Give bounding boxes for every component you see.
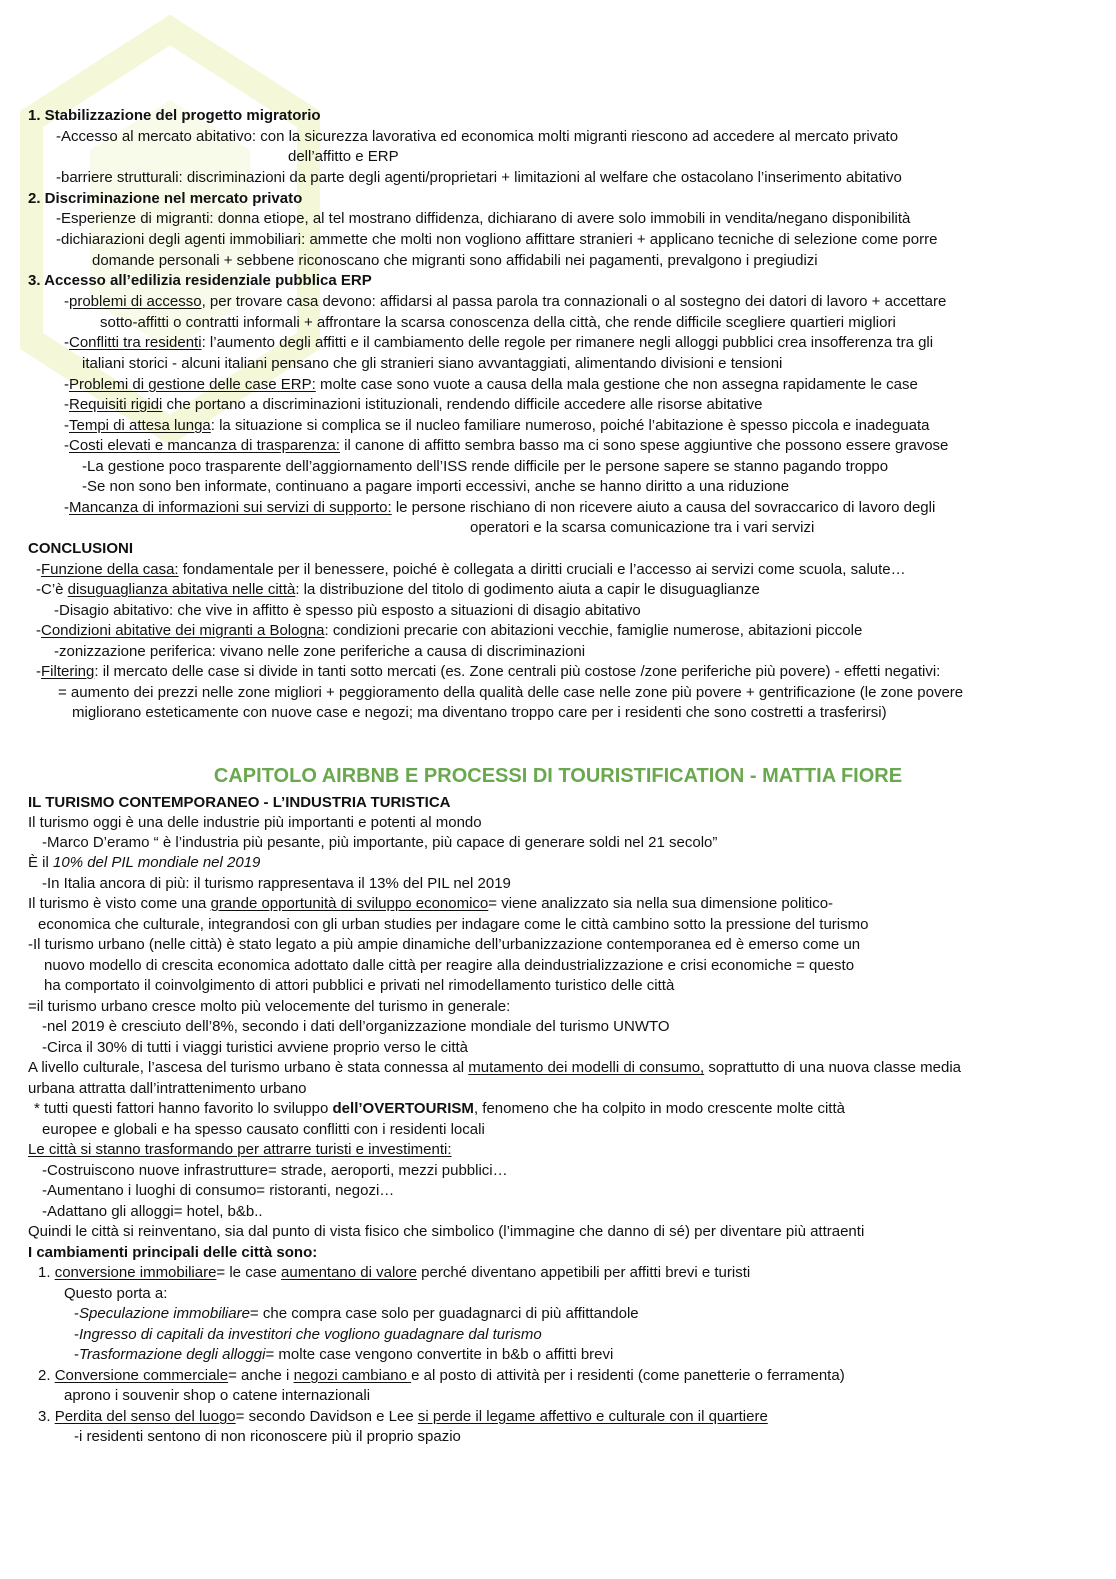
text-line: -Requisiti rigidi che portano a discriminazioni istituzionali, rendendo difficile accedere alle risorse abitative	[64, 396, 763, 413]
text-line: -Aumentano i luoghi di consumo= ristoranti, negozi…	[42, 1182, 395, 1199]
text-line: Questo porta a:	[64, 1285, 168, 1302]
text-span: , per trovare casa devono: affidarsi al passa parola tra connazionali o al sostegno dei datori di lavoro + accettare	[201, 293, 947, 310]
text-line: -barriere strutturali: discriminazioni da parte degli agenti/proprietari + limitazioni al welfare che ostacolano l’inserimento abitativo	[56, 169, 902, 186]
text-line: ha comportato il coinvolgimento di attori pubblici e privati nel rimodellamento turistico delle città	[44, 977, 675, 994]
text-line: -Trasformazione degli alloggi= molte case vengono convertite in b&b o affitti brevi	[74, 1346, 614, 1363]
heading-stabilizzazione: 1. Stabilizzazione del progetto migratorio	[28, 107, 321, 124]
heading-discriminazione: 2. Discriminazione nel mercato privato	[28, 190, 303, 207]
underlined-term: negozi cambiano	[293, 1367, 412, 1384]
text-line: -In Italia ancora di più: il turismo rappresentava il 13% del PIL nel 2019	[42, 875, 511, 892]
text-line	[28, 853, 260, 873]
text-span: È il	[28, 854, 54, 871]
text-span: : il mercato delle case si divide in tanti sotto mercati (es. Zone centrali più costose /zone periferiche più povere) - effetti negativi:	[94, 663, 941, 680]
underlined-term: conversione immobiliare	[54, 1264, 217, 1281]
underlined-term: Filtering	[41, 663, 95, 680]
text-line: -Filtering: il mercato delle case si divide in tanti sotto mercati (es. Zone centrali più costose /zone periferiche più povere) - effetti negativi:	[36, 663, 941, 680]
text-line: Quindi le città si reinventano, sia dal punto di vista fisico che simbolico (l’immagine che danno di sé) per diventare più attraenti	[28, 1223, 865, 1240]
text-span: = secondo Davidson e Lee	[235, 1408, 418, 1425]
text-line: -Se non sono ben informate, continuano a pagare importi eccessivi, anche se hanno diritto a una riduzione	[82, 478, 790, 495]
text-span: = che compra case solo per guadagnarci di più affittandole	[249, 1305, 639, 1322]
text-span: A livello culturale, l’ascesa del turismo urbano è stata connessa al	[28, 1059, 469, 1076]
text-line: europee e globali e ha spesso causato conflitti con i residenti locali	[42, 1121, 485, 1138]
underlined-term: problemi di accesso	[69, 293, 202, 310]
text-span: 1.	[38, 1264, 55, 1281]
underlined-term: Costi elevati e mancanza di trasparenza:	[69, 437, 340, 454]
text-span: il canone di affitto sembra basso ma ci sono spese aggiuntive che possono essere gravose	[339, 437, 949, 454]
text-span: * tutti questi fattori hanno favorito lo sviluppo	[34, 1100, 333, 1117]
text-line: -Adattano gli alloggi= hotel, b&b..	[42, 1203, 263, 1220]
bold-term: dell’OVERTOURISM	[332, 1100, 474, 1117]
text-line: -Costi elevati e mancanza di trasparenza: il canone di affitto sembra basso ma ci sono spese aggiuntive che possono essere gravose	[64, 437, 949, 454]
text-span: molte case sono vuote a causa della mala gestione che non assegna rapidamente le case	[315, 376, 918, 393]
text-line: -Condizioni abitative dei migranti a Bologna: condizioni precarie con abitazioni vecchie, famiglie numerose, abitazioni piccole	[36, 622, 863, 639]
text-line: -Esperienze di migranti: donna etiope, al tel mostrano diffidenza, dichiarano di avere solo immobili in vendita/negano disponibilità	[56, 210, 911, 227]
text-span: = anche i	[228, 1367, 294, 1384]
text-line: -Speculazione immobiliare= che compra case solo per guadagnarci di più affittandole	[74, 1305, 639, 1322]
text-span: perché diventano appetibili per affitti brevi e turisti	[416, 1264, 751, 1281]
text-line	[28, 1058, 961, 1078]
text-line: -Problemi di gestione delle case ERP: molte case sono vuote a causa della mala gestione che non assegna rapidamente le case	[64, 376, 918, 393]
text-span: : la situazione si complica se il nucleo familiare numeroso, poiché l’abitazione è spesso piccola e inadeguata	[210, 417, 930, 434]
text-line	[34, 1099, 845, 1119]
text-span: : la distribuzione del titolo di godimento aiuta a capir le disuguaglianze	[295, 581, 760, 598]
text-line: aprono i souvenir shop o catene internazionali	[64, 1387, 371, 1404]
text-line: sotto-affitti o contratti informali + affrontare la scarsa conoscenza della città, che rende difficile scegliere quartieri migliori	[100, 314, 896, 331]
text-line: operatori e la scarsa comunicazione tra i vari servizi	[470, 519, 815, 536]
list-item	[38, 1263, 750, 1283]
text-line: migliorano esteticamente con nuove case e negozi; ma diventano troppo care per i residenti che sono costretti a trasferirsi)	[72, 704, 887, 721]
text-line: -Marco D’eramo “ è l’industria più pesante, più importante, più capace di generare soldi nel 21 secolo”	[42, 834, 718, 851]
text-line: -Mancanza di informazioni sui servizi di supporto: le persone rischiano di non ricevere aiuto a causa del sovraccarico di lavoro degli	[64, 499, 936, 516]
underlined-term: si perde il legame affettivo e culturale con il quartiere	[417, 1408, 768, 1425]
underlined-term: Perdita del senso del luogo	[54, 1408, 236, 1425]
text-span: 3.	[38, 1408, 55, 1425]
text-line: dell’affitto e ERP	[288, 148, 399, 165]
text-line: nuovo modello di crescita economica adottato dalle città per reagire alla deindustrializzazione e crisi economiche = questo	[44, 957, 855, 974]
list-item	[38, 1407, 768, 1427]
underlined-term: disuguaglianza abitativa nelle città	[67, 581, 296, 598]
text-span: -C’è	[36, 581, 68, 598]
underlined-line: Le città si stanno trasformando per attrarre turisti e investimenti:	[28, 1141, 452, 1158]
text-span: : condizioni precarie con abitazioni vecchie, famiglie numerose, abitazioni piccole	[324, 622, 863, 639]
underlined-term: grande opportunità di sviluppo economico	[210, 895, 489, 912]
underlined-term: Funzione della casa:	[41, 561, 179, 578]
chapter-subheading: IL TURISMO CONTEMPORANEO - L’INDUSTRIA TURISTICA	[28, 794, 451, 811]
underlined-term: Conversione commerciale	[54, 1367, 229, 1384]
text-span: , fenomeno che ha colpito in modo crescente molte città	[473, 1100, 845, 1117]
text-line: -Costruiscono nuove infrastrutture= strade, aeroporti, mezzi pubblici…	[42, 1162, 508, 1179]
text-span: 2.	[38, 1367, 55, 1384]
chapter-title: CAPITOLO AIRBNB E PROCESSI DI TOURISTIFICATION - MATTIA FIORE	[213, 765, 903, 787]
underlined-term: Condizioni abitative dei migranti a Bologna	[41, 622, 325, 639]
text-line	[28, 894, 833, 914]
text-span: Il turismo è visto come una	[28, 895, 211, 912]
italic-term: Ingresso di capitali da investitori che vogliono guadagnare dal turismo	[79, 1326, 542, 1343]
text-line: -nel 2019 è cresciuto dell’8%, secondo i dati dell’organizzazione mondiale del turismo UNWTO	[42, 1018, 670, 1035]
text-line: -dichiarazioni degli agenti immobiliari: ammette che molti non vogliono affittare stranieri + applicano tecniche di selezione come porre	[56, 231, 938, 248]
text-line: -Accesso al mercato abitativo: con la sicurezza lavorativa ed economica molti migranti riescono ad accedere al mercato privato	[56, 128, 899, 145]
text-line: Il turismo oggi è una delle industrie più importanti e potenti al mondo	[28, 814, 482, 831]
heading-accesso-erp: 3. Accesso all’edilizia residenziale pubblica ERP	[28, 272, 372, 289]
text-span: = viene analizzato sia nella sua dimensione politico-	[488, 895, 834, 912]
text-span: che portano a discriminazioni istituzionali, rendendo difficile accedere alle risorse abitative	[162, 396, 763, 413]
text-span: soprattutto di una nuova classe media	[704, 1059, 962, 1076]
text-span: fondamentale per il benessere, poiché è collegata a diritti cruciali e l’accesso ai servizi come scuola, salute…	[178, 561, 906, 578]
underlined-term: Conflitti tra residenti	[69, 334, 202, 351]
text-line: urbana attratta dall’intrattenimento urbano	[28, 1080, 307, 1097]
text-line	[36, 580, 760, 600]
text-span: : l’aumento degli affitti e il cambiamento delle regole per rimanere negli alloggi pubblici crea insofferenza tra gli	[201, 334, 934, 351]
italic-term: Trasformazione degli alloggi	[79, 1346, 266, 1363]
text-line: -i residenti sentono di non riconoscere più il proprio spazio	[74, 1428, 461, 1445]
text-line: -Circa il 30% di tutti i viaggi turistici avviene proprio verso le città	[42, 1039, 468, 1056]
text-line: -Disagio abitativo: che vive in affitto è spesso più esposto a situazioni di disagio abitativo	[54, 602, 641, 619]
underlined-term: Requisiti rigidi	[69, 396, 163, 413]
underlined-term: mutamento dei modelli di consumo,	[468, 1059, 705, 1076]
text-line: -Ingresso di capitali da investitori che vogliono guadagnare dal turismo	[74, 1326, 542, 1343]
text-line: -La gestione poco trasparente dell’aggiornamento dell’ISS rende difficile per le persone sapere se stanno pagando troppo	[82, 458, 889, 475]
list-item	[38, 1366, 845, 1386]
text-line: -Tempi di attesa lunga: la situazione si complica se il nucleo familiare numeroso, poiché l’abitazione è spesso piccola e inadeguata	[64, 417, 930, 434]
text-line: economica che culturale, integrandosi con gli urban studies per indagare come le città cambino sotto la pressione del turismo	[38, 916, 869, 933]
text-span: = le case	[216, 1264, 282, 1281]
text-line: = aumento dei prezzi nelle zone migliori + peggioramento della qualità delle case nelle zone più povere + gentrificazione (le zone povere	[58, 684, 964, 701]
text-line: -Funzione della casa: fondamentale per il benessere, poiché è collegata a diritti cruciali e l’accesso ai servizi come scuola, salute…	[36, 561, 906, 578]
text-span: = molte case vengono convertite in b&b o affitti brevi	[265, 1346, 614, 1363]
underlined-term: Problemi di gestione delle case ERP:	[69, 376, 316, 393]
heading-conclusioni: CONCLUSIONI	[28, 540, 133, 557]
underlined-term: Tempi di attesa lunga	[69, 417, 211, 434]
text-line: italiani storici - alcuni italiani pensano che gli stranieri siano avvantaggiati, alimentando divisioni e tensioni	[82, 355, 783, 372]
text-line: domande personali + sebbene riconoscano che migranti sono affidabili nei pagamenti, prevalgono i pregiudizi	[92, 252, 818, 269]
text-line: -zonizzazione periferica: vivano nelle zone periferiche a causa di discriminazioni	[54, 643, 586, 660]
bold-heading: I cambiamenti principali delle città sono:	[28, 1244, 318, 1261]
italic-term: Speculazione immobiliare	[79, 1305, 250, 1322]
underlined-term: Mancanza di informazioni sui servizi di supporto:	[69, 499, 392, 516]
text-span: e al posto di attività per i residenti (come panetterie o ferramenta)	[411, 1367, 845, 1384]
text-line: -Il turismo urbano (nelle città) è stato legato a più ampie dinamiche dell’urbanizzazione contemporanea ed è emerso come un	[28, 936, 861, 953]
text-line: -Conflitti tra residenti: l’aumento degli affitti e il cambiamento delle regole per rimanere negli alloggi pubblici crea insofferenza tra gli	[64, 334, 934, 351]
text-line: -problemi di accesso, per trovare casa devono: affidarsi al passa parola tra connazionali o al sostegno dei datori di lavoro + accettare	[64, 293, 947, 310]
underlined-term: aumentano di valore	[281, 1264, 417, 1281]
text-line: =il turismo urbano cresce molto più velocemente del turismo in generale:	[28, 998, 511, 1015]
text-span: le persone rischiano di non ricevere aiuto a causa del sovraccarico di lavoro degli	[391, 499, 936, 516]
italic-term: 10% del PIL mondiale nel 2019	[53, 854, 261, 871]
